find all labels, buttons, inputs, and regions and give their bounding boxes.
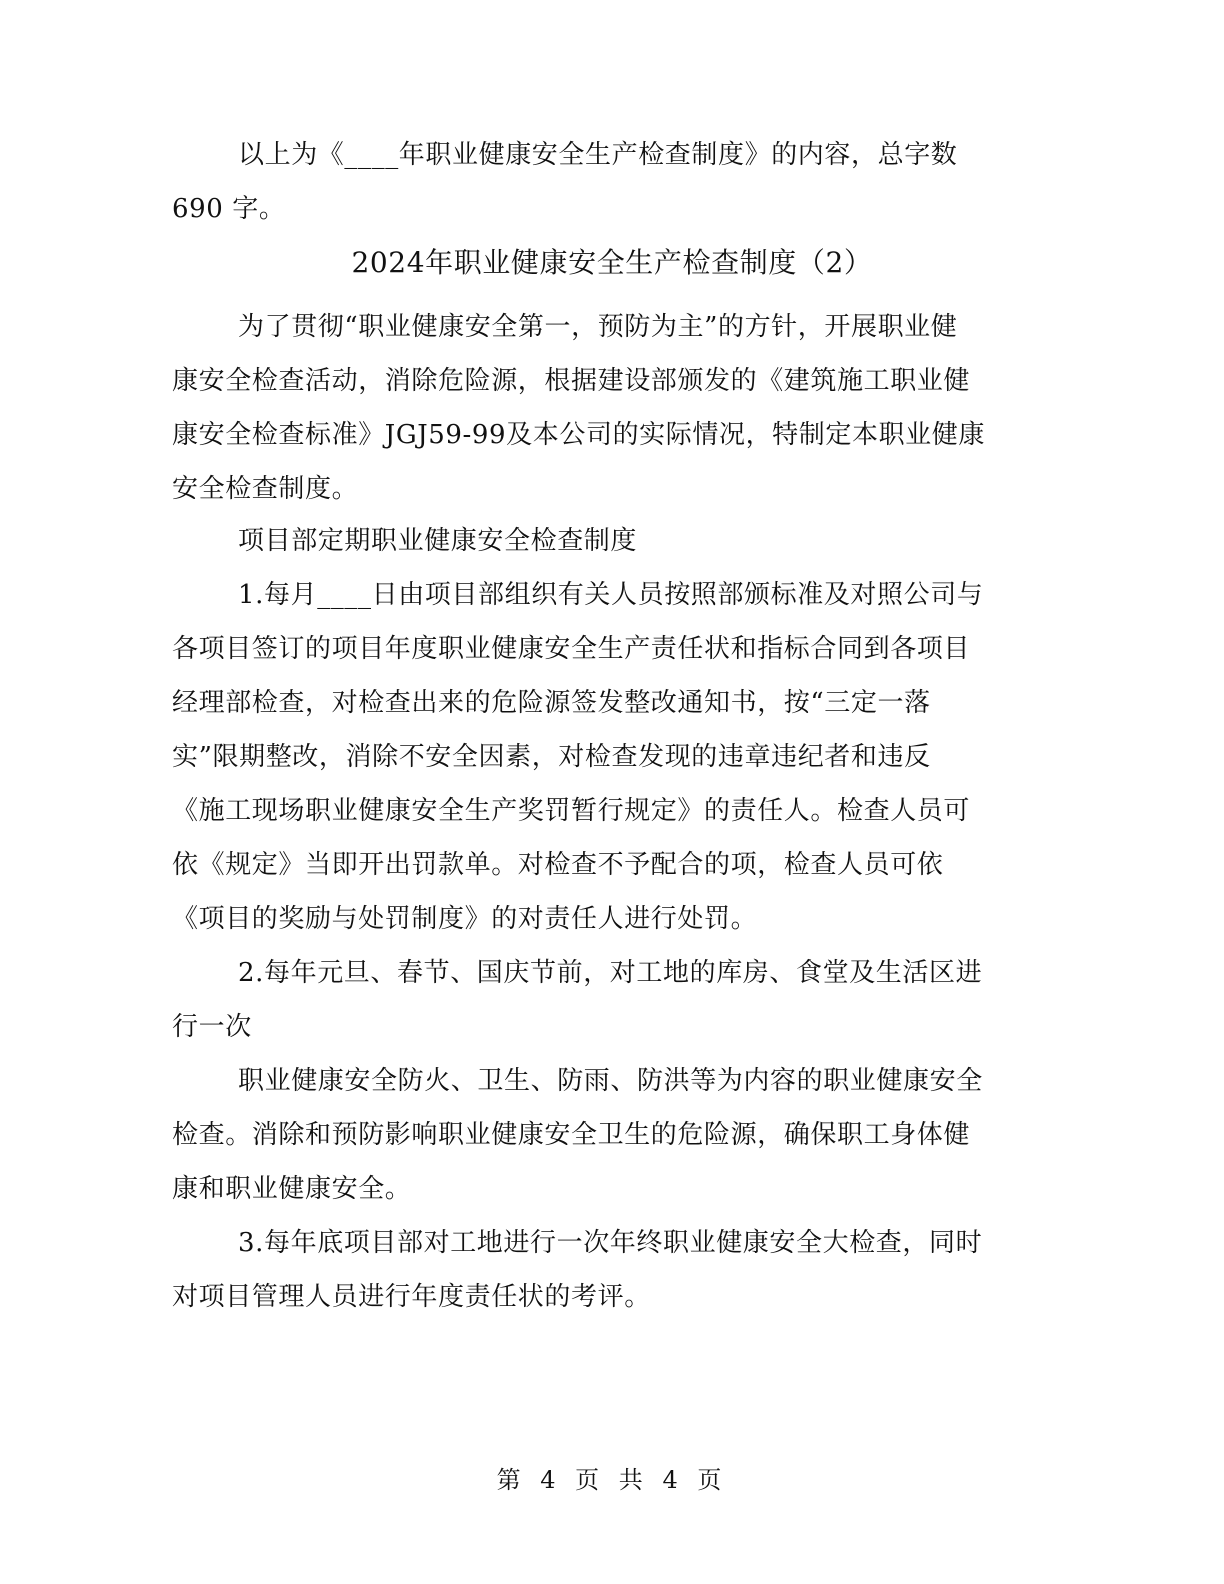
item-1-line-5: 《施工现场职业健康安全生产奖罚暂行规定》的责任人。检查人员可 [172,796,971,826]
section-heading-text: 项目部定期职业健康安全检查制度 [238,526,638,556]
intro-line-4: 安全检查制度。 [172,474,359,504]
item-3-line-1: 3.每年底项目部对工地进行一次年终职业健康安全大检查，同时 [238,1228,983,1258]
item-2-cont-line-2: 检查。消除和预防影响职业健康安全卫生的危险源，确保职工身体健 [172,1120,971,1150]
item-1-line-2: 各项目签订的项目年度职业健康安全生产责任状和指标合同到各项目 [172,634,971,664]
item-1-line-1: 1.每月____日由项目部组织有关人员按照部颁标准及对照公司与 [238,580,984,610]
summary-line-2: 690 字。 [172,194,286,224]
item-2-cont-line-3: 康和职业健康安全。 [172,1174,412,1204]
item-1-line-6: 依《规定》当即开出罚款单。对检查不予配合的项，检查人员可依 [172,850,944,880]
item-2-line-1: 2.每年元旦、春节、国庆节前，对工地的库房、食堂及生活区进 [238,958,983,988]
intro-line-2: 康安全检查活动，消除危险源，根据建设部颁发的《建筑施工职业健 [172,366,971,396]
item-3-line-2: 对项目管理人员进行年度责任状的考评。 [172,1282,651,1312]
item-1-line-3: 经理部检查，对检查出来的危险源签发整改通知书，按“三定一落 [172,688,931,718]
intro-line-3: 康安全检查标准》JGJ59-99及本公司的实际情况，特制定本职业健康 [172,420,985,450]
item-1-line-7: 《项目的奖励与处罚制度》的对责任人进行处罚。 [172,904,758,934]
page-number-footer: 第 4 页 共 4 页 [496,1466,728,1494]
summary-paragraph [172,128,957,236]
item-1-paragraph [172,568,983,946]
intro-paragraph [172,300,985,516]
item-2-paragraph [172,946,982,1054]
title-text: 2024年职业健康安全生产检查制度（2） [351,246,873,279]
section-heading [172,514,637,568]
item-2-cont-line-1: 职业健康安全防火、卫生、防雨、防洪等为内容的职业健康安全 [238,1066,983,1096]
document-title [172,236,1052,290]
item-3-paragraph [172,1216,982,1324]
item-1-line-4: 实”限期整改，消除不安全因素，对检查发现的违章违纪者和违反 [172,742,931,772]
item-2-line-2: 行一次 [172,1012,252,1042]
summary-line-1: 以上为《____年职业健康安全生产检查制度》的内容，总字数 [238,140,958,170]
intro-line-1: 为了贯彻“职业健康安全第一，预防为主”的方针，开展职业健 [238,312,958,342]
item-2-continued-paragraph [172,1054,983,1216]
